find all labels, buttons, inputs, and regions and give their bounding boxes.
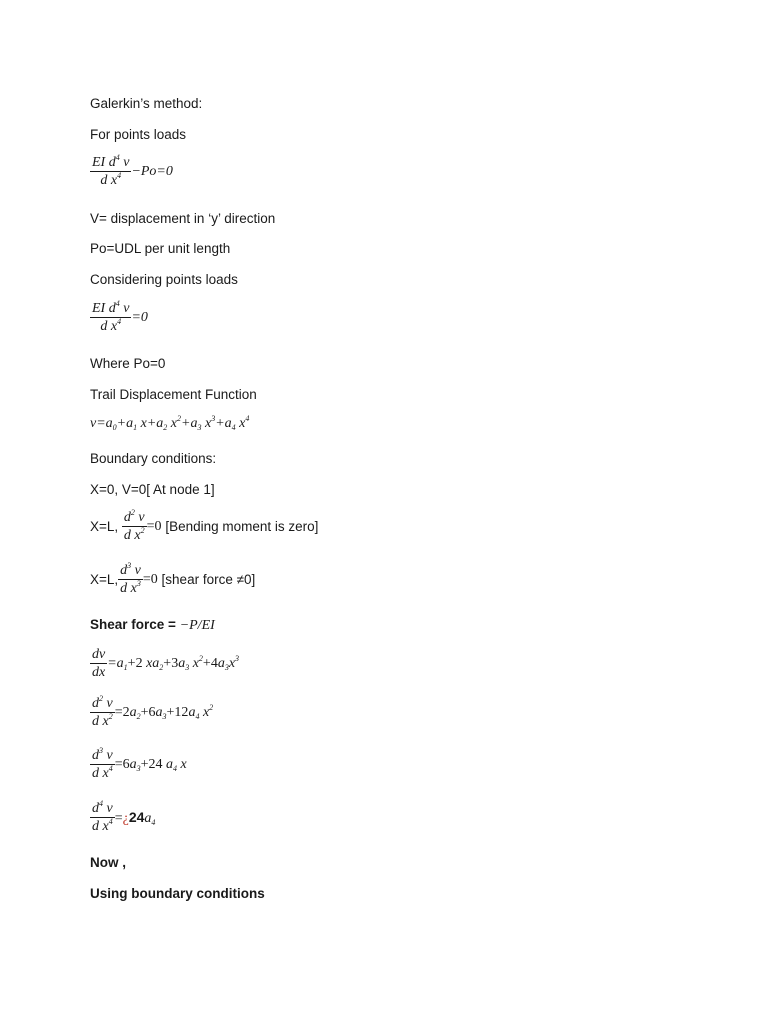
equation-rest: −Po=0 — [131, 163, 173, 179]
bc2-prefix: X=L, — [90, 519, 119, 534]
equation-governing — [90, 154, 173, 189]
bc3-suffix: [shear force ≠0] — [161, 572, 256, 587]
fraction-d2v-dx2: $\frac{d^2 v}{d x^2}$ — [92, 694, 113, 729]
text-now: Now , — [90, 855, 126, 870]
text-shear-force: Shear force = −P/EI — [90, 617, 215, 633]
fraction-d2v-dx2: $\frac{d^2 v}{d x^2}$ — [123, 508, 145, 543]
equation-d2v-dx2: $\frac{d^2 v}{d x^2}$ $=2a_2+6a_3+12a_4$ $x^2$ — [92, 694, 214, 729]
equation-bc2 — [90, 509, 318, 544]
bc3-eq: =0 — [142, 571, 158, 587]
equation-d4v: $\frac{d^4 v}{d x^4}$ $=¿24a_4$ — [92, 799, 156, 834]
equation-d3v: $\frac{d^3 v}{d x^4}$ $=6a_3+24$ $a_4$ x — [92, 746, 187, 781]
text-po-def: Po=UDL per unit length — [90, 241, 231, 256]
fraction-dv-dx: $\frac{dv}{dx}$ — [92, 647, 106, 680]
text-trail-function: Trail Displacement Function — [90, 387, 257, 402]
text-boundary-conditions: Boundary conditions: — [90, 451, 217, 466]
heading-galerkin: Galerkin’s method: — [90, 96, 203, 111]
bc3-prefix: X=L, — [90, 572, 119, 587]
equation-rest: =0 — [131, 309, 148, 325]
text-bc1: X=0, V=0[ At node 1] — [90, 482, 215, 497]
text-considering: Considering points loads — [90, 272, 238, 287]
fraction-d4v-dx4: $\frac{EI d^4 v}{d x^4}$ — [92, 299, 130, 334]
fraction-d3v-dx3: $\frac{d^3 v}{d x^3}$ — [120, 561, 141, 596]
fraction-d3v-dx4: $\frac{d^3 v}{d x^4}$ — [92, 746, 113, 781]
fraction-d4v-dx4: $\frac{d^4 v}{d x^4}$ — [92, 799, 113, 834]
shear-force-expr: −P/EI — [179, 618, 215, 633]
text-point-loads: For points loads — [90, 127, 187, 142]
equation-dv-dx: $\frac{dv}{dx}$ $=a_1+2$ $xa_2+3a_3$ $x^2+4a_3x^3$ — [92, 647, 240, 680]
unknown-char: ¿ — [122, 810, 129, 826]
equation-trail-function: $v=a_0+a_1$ $x+a_2$ $x^2+a_3$ $x^3+a_4$ $x^4$ — [90, 414, 250, 432]
equation-bc3 — [90, 562, 255, 597]
text-displacement-def: V= displacement in ‘y’ direction — [90, 211, 276, 226]
fraction-d4v-dx4: $\frac{EI d^4 v}{d x^4}$ — [92, 153, 130, 188]
text-using-bc: Using boundary conditions — [90, 886, 265, 901]
text-where-po: Where Po=0 — [90, 356, 166, 371]
bc2-eq: =0 — [146, 518, 162, 534]
shear-force-label: Shear force — [90, 617, 165, 632]
bc2-suffix: [Bending moment is zero] — [165, 519, 319, 534]
equation-point-load — [90, 300, 148, 335]
